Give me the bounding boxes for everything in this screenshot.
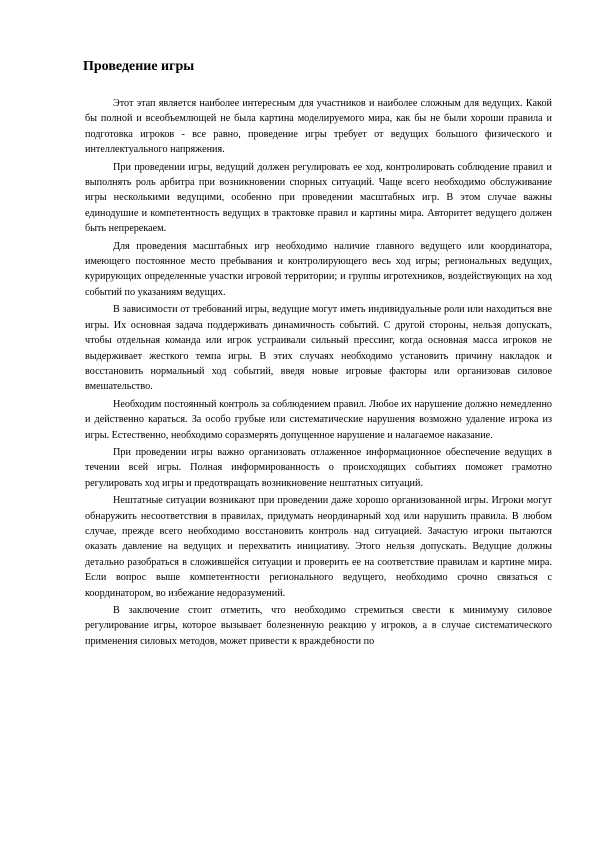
- paragraph: В зависимости от требований игры, ведущие могут иметь индивидуальные роли или находиться вне игры. Их основная задача поддерживать динамичность событий. С другой стороны, нельзя допускать, чтобы отдельная команда или игрок устраивали сильный прессинг, когда основная масса игроков не выдерживает жесткого темпа игры. В этих случаях необходимо установить причину накладок и восстановить нормальный ход событий, введя новые игровые факторы или организовав силовое вмешательство.: [85, 304, 552, 393]
- paragraph: Для проведения масштабных игр необходимо наличие главного ведущего или координатора, имеющего постоянное место пребывания и контролирующего весь ход игры; региональных ведущих, курирующих определенные участки игровой территории; и группы игротехников, воздействующих на ход событий по указаниям ведущих.: [85, 240, 552, 298]
- paragraph: При проведении игры, ведущий должен регулировать ее ход, контролировать соблюдение правил и выполнять роль арбитра при возникновении спорных ситуаций. Чаще всего необходимо обслуживание игры несколькими ведущими, особенно при проведении масштабных игр. В этом случае важны единодушие и компетентность ведущих в трактовке правил и картины мира. Авторитет ведущего должен быть непререкаем.: [85, 161, 552, 235]
- paragraph: При проведении игры важно организовать отлаженное информационное обеспечение ведущих в течении всей игры. Полная информированность о происходящих событиях поможет грамотно регулировать ход игры и предотвращать возникновение нештатных ситуаций.: [85, 446, 552, 489]
- paragraph: Необходим постоянный контроль за соблюдением правил. Любое их нарушение должно немедленно и действенно караться. За особо грубые или систематические нарушения возможно удаление игрока из игры. Естественно, необходимо соразмерять допущенное нарушение и налагаемое наказание.: [85, 398, 552, 441]
- paragraph: Этот этап является наиболее интересным для участников и наиболее сложным для ведущих. Какой бы полной и всеобъемлющей не была картина моделируемого мира, как бы не были хороши правила и подготовка игроков - все равно, проведение игры требует от ведущих большого физического и интеллектуального напряжения.: [85, 98, 552, 156]
- paragraph: Нештатные ситуации возникают при проведении даже хорошо организованной игры. Игроки могут обнаружить несоответствия в правилах, придумать неординарный ход или нарушить правила. В любом случае, прежде всего необходимо восстановить контроль над ситуацией. Зачастую игроки пытаются оказать давление на ведущих и перехватить инициативу. Этого нельзя допускать. Ведущие должны детально разобраться в сложившейся ситуации и проверить ее на соответствие правилам и картине мира. Если вопрос выше компетентности регионального ведущего, необходимо срочно связаться с координатором, во избежание недоразумений.: [85, 495, 552, 599]
- page-title: Проведение игры: [83, 59, 195, 74]
- paragraph: В заключение стоит отметить, что необходимо стремиться свести к минимуму силовое регулирование игры, которое вызывает болезненную реакцию у игроков, а в случае систематического применения силовых методов, может привести к враждебности по: [85, 605, 552, 647]
- document-body: [85, 96, 552, 651]
